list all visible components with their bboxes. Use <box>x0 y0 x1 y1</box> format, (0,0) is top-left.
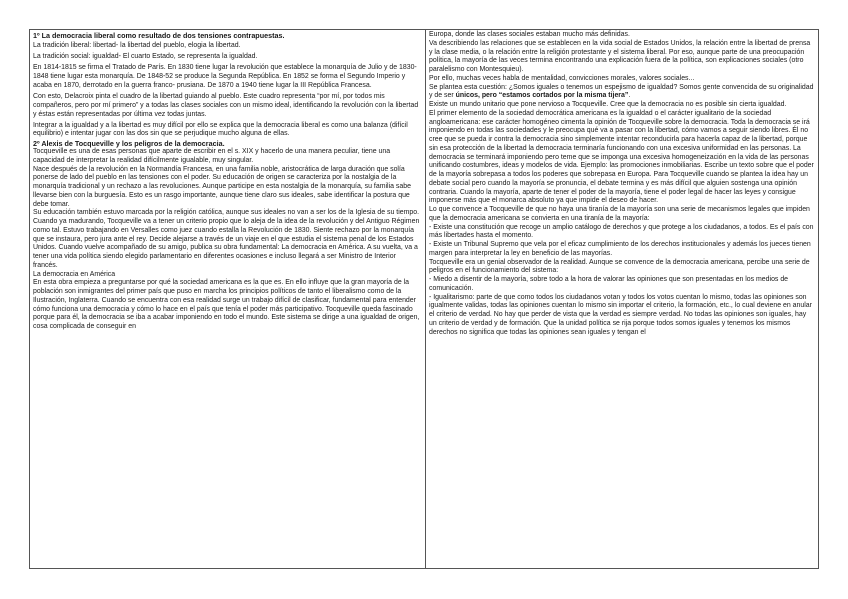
paragraph: La tradición liberal: libertad- la libertad del pueblo, elogia la libertad. <box>33 42 241 50</box>
paragraph: - Existe una constitución que recoge un amplio catálogo de derechos y que protege a los ciudadanos, a todos. Es el país con más libertades hasta el momento. <box>429 223 814 240</box>
paragraph: Por ello, muchas veces habla de mentalidad, convicciones morales, valores sociales... <box>429 74 695 82</box>
paragraph: La tradición social: igualdad- El cuarto Estado, se representa la igualdad. <box>33 53 258 61</box>
paragraph: Nace después de la revolución en la Normandía Francesa, en una familia noble, aristocrática de larga duración que solía ponerse de lado del pueblo en las tensiones con el poder. Su educación de origen se caracteriza por la nostalgia de la monarquía tradicional y un rechazo a las revoluciones. Aunque participe en esta nostalgia de la monarquía, su familia sabe llevarse bien con la burguesía. Esto es un rasgo importante, aunque tiene claro sus ideales, sabe identificar la postura que debe tomar. <box>33 165 411 208</box>
paragraph: Tocqueville es una de esas personas que aparte de escribir en el s. XIX y hacerlo de una manera peculiar, tiene una capacidad de interpretar la realidad difícilmente igualable, muy singular. <box>33 148 391 164</box>
paragraph: Va describiendo las relaciones que se establecen en la vida social de Estados Unidos, la relación entre la libertad de prensa y la clase media, o la relación entre la religión protestante y el sistema liberal. Por eso, aunque parte de una preocupación política, la mayoría de las veces termina encontrando una explicación fuera de la política, son explicaciones sociales (otro paralelismo con Montesquieu). <box>429 39 811 73</box>
left-column <box>30 30 426 568</box>
document-page <box>29 29 819 569</box>
paragraph-text-end: . <box>628 92 631 100</box>
paragraph: Europa, donde las clases sociales estaban mucho más definidas. <box>429 31 630 38</box>
paragraph: - Miedo a disentir de la mayoría, sobre todo a la hora de valorar las opiniones que son presentadas en los medios de comunicación. <box>429 276 789 292</box>
paragraph-text: Se plantea esta cuestión: ¿Somos iguales o tenemos un espejismo de igualdad? Somos gente convencida de su originalidad y de ser <box>429 83 814 100</box>
paragraph: En esta obra empieza a preguntarse por qué la sociedad americana es la que es. En ello influye que la gran mayoría de la población son inmigrantes del primer país que puso en marcha los principios políticos de tanto el liberalismo como de la Ilustración, Inglaterra. Cuando se encuentra con esa realidad surge un trabajo difícil de clasificar, fundamental para entender cómo funciona una democracia y cómo lo hace en el país que tenía el poder más participativo. Tocqueville queda fascinado porque para él, la democracia se iba a acabar imponiendo en todo el mundo. Este sistema se dirige a una igualdad de origen, cosa complicada de conseguir en <box>33 279 420 331</box>
paragraph: El primer elemento de la sociedad democrática americana es la igualdad o el carácter igualitario de la sociedad angloamericana: ese carácter homogéneo cimenta la opinión de Tocqueville sobre la democracia. Toda la democracia se irá imponiendo en todas las sociedades y le preocupa qué va a pasar con la libertad, cómo vamos a seguir siendo libres. Él no cree que se pueda ir contra la democracia sino simplemente intentar reconducirla para hacerla capaz de la libertad, porque sin esa protección de la libertad la democracia terminaría funcionando con una excesiva uniformidad en las personas. La democracia se terminará imponiendo pero teme que se imponga una excesiva homogeneización en la vida de las personas unificando costumbres, ideas y modelos de vida. Ejemplo: las promociones inmobiliarias. Escribe un texto sobre que el poder de la mayoría sobrepasa a todos los poderes que sobrepasa en Europa. Para Tocqueville cuando se plantea la idea hay un debate social pero cuando la mayoría se pronuncia, el debate termina y es más difícil que alguien sostenga una opinión contraria. Cuando la mayoría, aparte de tener el poder de la mayoría, tiene el poder legal de hacer las leyes y consigue imponerse más que el monarca absoluto ya que impide el deseo de hacer. <box>429 109 814 205</box>
paragraph: - Igualitarismo: parte de que como todos los ciudadanos votan y todos los votos cuentan lo mismo, todas las opiniones son igualmente validas, todas las opiniones cuentan lo mismo sin importar el criterio, la formación, etc., lo cual deviene en anular el criterio de verdad. No hay que perder de vista que la verdad es siempre verdad. No todas las opiniones son iguales, hay un criterio de verdad y de formación. Que la unidad política se rija porque todos somos iguales y tenemos los mismos derechos no significa que todas las opiniones sean iguales y tengan el <box>429 293 812 336</box>
bold-phrase: únicos, pero “estamos cortados por la misma tijera” <box>455 92 629 100</box>
paragraph: - Existe un Tribunal Supremo que vela por el eficaz cumplimiento de los derechos institucionales y además los jueces tienen margen para interpretar la ley en beneficio de las mayorías. <box>429 241 811 257</box>
paragraph: Con esto, Delacroix pinta el cuadro de la libertad guiando al pueblo. Este cuadro representa “por mí, por todos mis compañeros, pero por mí primero” y a todas las clases sociales con un mismo ideal, identificando la revolución con la libertad y éstas están representadas por última vez todas juntas. <box>33 93 419 118</box>
section-heading: 1º La democracia liberal como resultado de dos tensiones contrapuestas. <box>33 31 285 40</box>
paragraph: Existe un mundo unitario que pone nervioso a Tocqueville. Cree que la democracia no es posible sin cierta igualdad. <box>429 101 787 108</box>
paragraph: Tocqueville era un genial observador de la realidad. Aunque se convence de la democracia americana, percibe una serie de peligros en el funcionamiento del sistema: <box>429 258 810 275</box>
paragraph: Su educación también estuvo marcada por la religión católica, aunque sus ideales no van a ser los de la Iglesia de su tiempo. <box>33 209 420 217</box>
paragraph: La democracia en América <box>33 270 116 278</box>
section-heading: 2º Alexis de Tocqueville y los peligros de la democracia. <box>33 139 225 149</box>
paragraph: Cuando ya madurando, Tocqueville va a tener un criterio propio que lo aleja de la idea de la revolución y del Antiguo Régimen como tal. Estuvo trabajando en Versalles como juez cuando estalla la Revolución de 1830. Siente rechazo por la monarquía que se instaura, pero jura ante el rey. Decide alejarse a través de un viaje en el que estudia el sistema penal de los Estados Unidos. Cuando vuelve acompañado de su amigo, publica su obra fundamental: La democracia en América. A su vuelta, va a tener una vida política siendo elegido parlamentario en diferentes ocasiones e incluso llegará a ser Ministro de Interior francés. <box>33 218 420 269</box>
paragraph: En 1814-1815 se firma el Tratado de París. En 1830 tiene lugar la revolución que establece la monarquía de Julio y de 1830-1848 tiene lugar esta monarquía. De 1848-52 se produce la Segunda República. En 1852 se forma el Segundo Imperio y acaba en 1870, derrotado en la guerra franco- prusiana. De 1870 a 1940 tiene lugar la III República Francesa. <box>33 64 417 89</box>
right-column <box>426 30 818 568</box>
paragraph: Integrar a la igualdad y a la libertad es muy difícil por ello se explica que la democracia liberal es como una balanza (difícil equilibrio) e intentar jugar con las dos sin que se perjudique mucho alguna de ellas. <box>33 121 408 138</box>
paragraph: Lo que convence a Tocqueville de que no haya una tiranía de la mayoría son una serie de mecanismos legales que impiden que la democracia americana se convierta en una tiranía de la mayoría: <box>429 206 810 222</box>
paragraph <box>429 84 815 102</box>
